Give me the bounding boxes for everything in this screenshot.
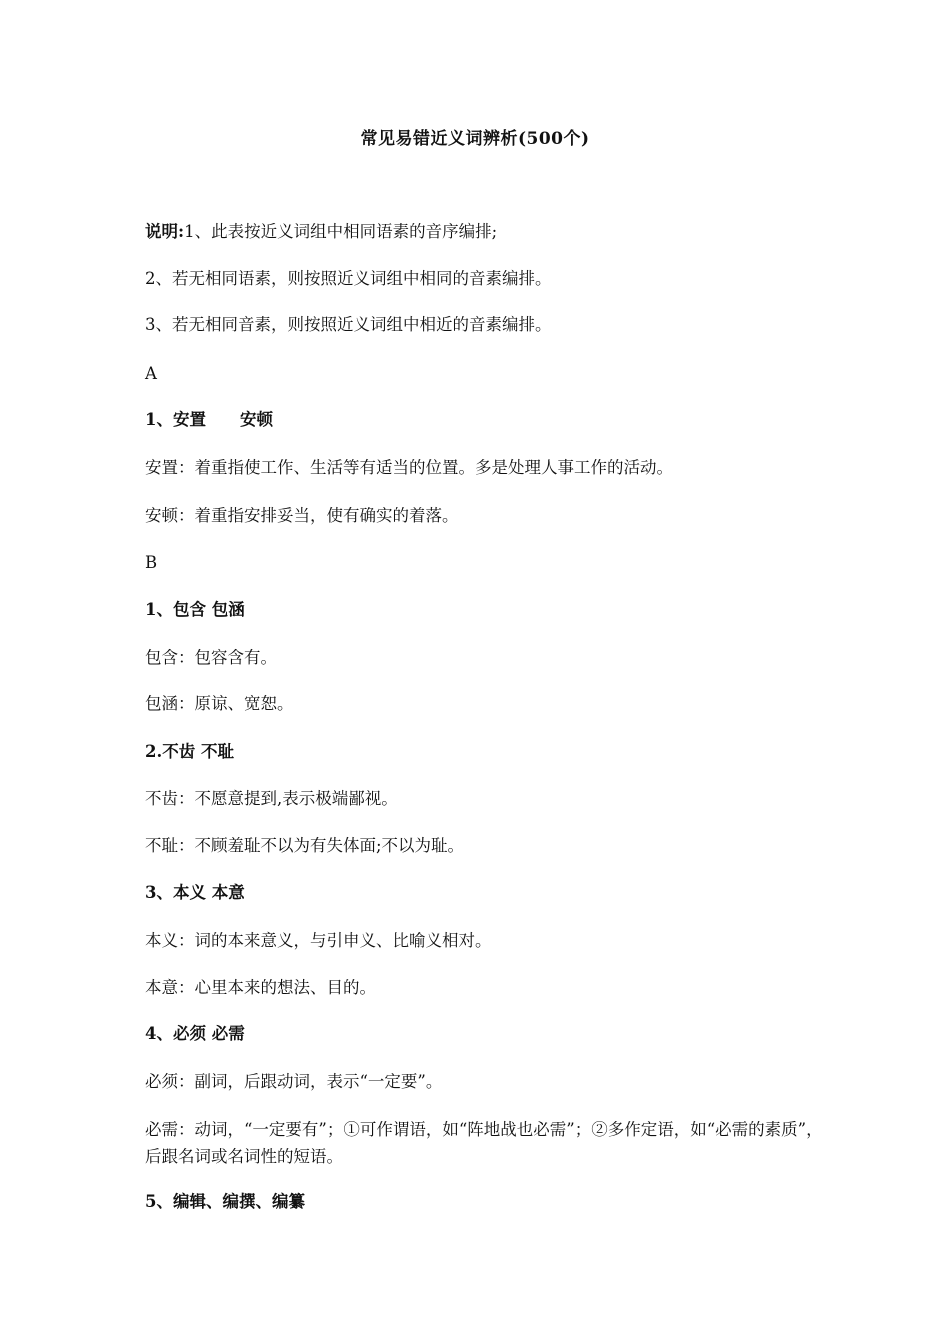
entry-heading: 3、本义 本意 [145,883,245,902]
entry-heading-word-1: 1、安置 [145,410,206,429]
note-label: 说明: [145,222,185,241]
entry-heading [145,407,825,433]
entry-definition: 安置：着重指使工作、生活等有适当的位置。多是处理人事工作的活动。 [145,458,673,477]
section-letter-a: A [145,364,157,383]
entry-heading: 4、必须 必需 [145,1024,245,1043]
entry-heading: 1、包含 包涵 [145,600,245,619]
entry-definition: 包含：包容含有。 [145,648,277,667]
entry-heading: 5、编辑、编撰、编纂 [145,1192,305,1211]
note-text-1: 1、此表按近义词组中相同语素的音序编排; [184,222,498,241]
entry-definition: 不耻：不顾羞耻不以为有失体面;不以为耻。 [145,836,465,855]
entry-heading-word-2: 安顿 [239,410,273,429]
entry-definition: 本意：心里本来的想法、目的。 [145,978,376,997]
entry-definition: 必需：动词，“一定要有”；①可作谓语，如“阵地战也必需”；②多作定语，如“必需的素质”，后跟名词或名词性的短语。 [145,1120,823,1166]
page-title: 常见易错近义词辨析(500个) [360,129,590,149]
note-line-2: 2、若无相同语素，则按照近义词组中相同的音素编排。 [145,269,552,288]
entry-definition: 安顿：着重指安排妥当，使有确实的着落。 [145,506,459,525]
entry-definition: 本义：词的本来意义，与引申义、比喻义相对。 [145,931,492,950]
entry-definition: 必须：副词，后跟动词，表示“一定要”。 [145,1072,443,1091]
note-line-1 [145,219,825,245]
section-letter-b: B [145,553,158,572]
entry-definition: 包涵：原谅、宽恕。 [145,694,294,713]
entry-definition: 不齿：不愿意提到,表示极端鄙视。 [145,789,398,808]
note-line-3: 3、若无相同音素，则按照近义词组中相近的音素编排。 [145,315,552,334]
entry-heading: 2.不齿 不耻 [145,742,234,761]
